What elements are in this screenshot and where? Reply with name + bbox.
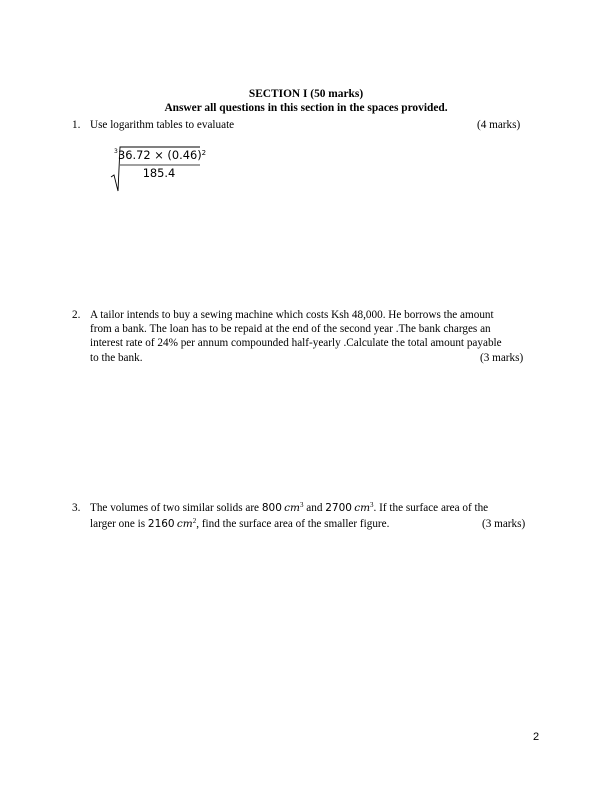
question-3-number: 3. — [72, 502, 81, 514]
question-2-line-4: to the bank. — [90, 352, 143, 364]
question-3-line-2 — [90, 517, 389, 531]
volume-large-exponent: 3 — [370, 501, 374, 509]
formula-denominator: 185.4 — [142, 166, 176, 180]
surface-area-unit: cm — [176, 518, 193, 530]
q3-text-part: larger one is — [90, 518, 148, 530]
question-1-marks: (4 marks) — [477, 119, 521, 131]
question-1-text: Use logarithm tables to evaluate — [90, 119, 235, 131]
question-3-line-1 — [90, 501, 488, 515]
question-2-number: 2. — [72, 309, 81, 321]
volume-small-value: 800 — [261, 502, 282, 514]
q3-text-part: . If the surface area of the — [373, 502, 489, 514]
question-2-marks: (3 marks) — [480, 352, 524, 364]
page-number: 2 — [533, 731, 540, 743]
q3-text-part: and — [303, 502, 326, 514]
section-instruction: Answer all questions in this section in the spaces provided. — [164, 102, 448, 114]
q3-text-part: The volumes of two similar solids are — [90, 502, 262, 514]
volume-large-value: 2700 — [325, 502, 352, 514]
surface-area-value: 2160 — [147, 518, 175, 530]
question-2-line-3: interest rate of 24% per annum compounded half-yearly .Calculate the total amount payable — [90, 337, 502, 349]
surface-area-exponent: 2 — [192, 517, 197, 525]
volume-small-exponent: 3 — [299, 501, 304, 509]
cube-root-formula — [104, 146, 224, 196]
question-2-line-2: from a bank. The loan has to be repaid at the end of the second year .The bank charges an — [90, 323, 491, 335]
volume-large-unit: cm — [354, 502, 371, 514]
numerator-expression: 36.72 × (0.46) — [118, 148, 202, 162]
root-index: 3 — [114, 148, 118, 155]
numerator-exponent: 2 — [201, 149, 207, 157]
question-1-number: 1. — [72, 119, 81, 131]
volume-small-unit: cm — [284, 502, 300, 514]
question-2-line-1: A tailor intends to buy a sewing machine which costs Ksh 48,000. He borrows the amount — [90, 309, 494, 321]
section-title: SECTION I (50 marks) — [248, 88, 364, 100]
q3-text-part: , find the surface area of the smaller figure. — [196, 518, 390, 530]
question-3-marks: (3 marks) — [482, 518, 526, 530]
formula-numerator — [118, 148, 207, 162]
